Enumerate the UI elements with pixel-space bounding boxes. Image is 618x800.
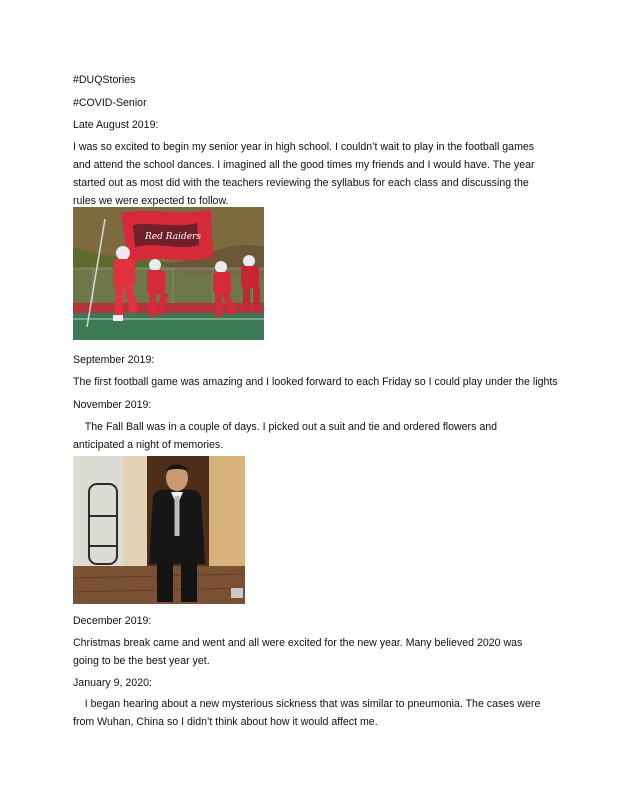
hashtag-duqstories: #DUQStories (73, 74, 136, 86)
portrait-photo-drawing (73, 456, 245, 604)
entry-date-dec-2019: December 2019: (73, 615, 152, 627)
entry-date-nov-2019: November 2019: (73, 399, 152, 411)
hashtag-covid-senior: #COVID-Senior (73, 97, 147, 109)
football-photo-drawing (73, 207, 264, 340)
entry-text-nov-2019: The Fall Ball was in a couple of days. I picked out a suit and tie and ordered flowers and anticipated a night of memories. (73, 421, 500, 451)
entry-text-jan-2020: I began hearing about a new mysterious sickness that was similar to pneumonia. The cases were from Wuhan, China so I didn’t think about how it would affect me. (73, 698, 544, 728)
entry-text-dec-2019: Christmas break came and went and all were excited for the new year. Many believed 2020 was going to be the best year yet. (73, 637, 523, 667)
entry-text-sep-2019: The first football game was amazing and I looked forward to each Friday so I could play under the lights (73, 376, 558, 388)
suit-portrait-photo (73, 456, 245, 604)
flag-text: Red Raiders (145, 232, 201, 242)
entry-text-aug-2019: I was so excited to begin my senior year in high school. I couldn’t wait to play in the football games and attend the school dances. I imagined all the good times my friends and I would have. The year started out as most did with the teachers reviewing the syllabus for each class and discussing the rules we were expected to follow. (73, 141, 535, 207)
entry-date-sep-2019: September 2019: (73, 354, 155, 366)
entry-date-aug-2019: Late August 2019: (73, 119, 159, 131)
football-team-photo (73, 207, 264, 340)
entry-date-jan-2020: January 9, 2020: (73, 677, 152, 689)
